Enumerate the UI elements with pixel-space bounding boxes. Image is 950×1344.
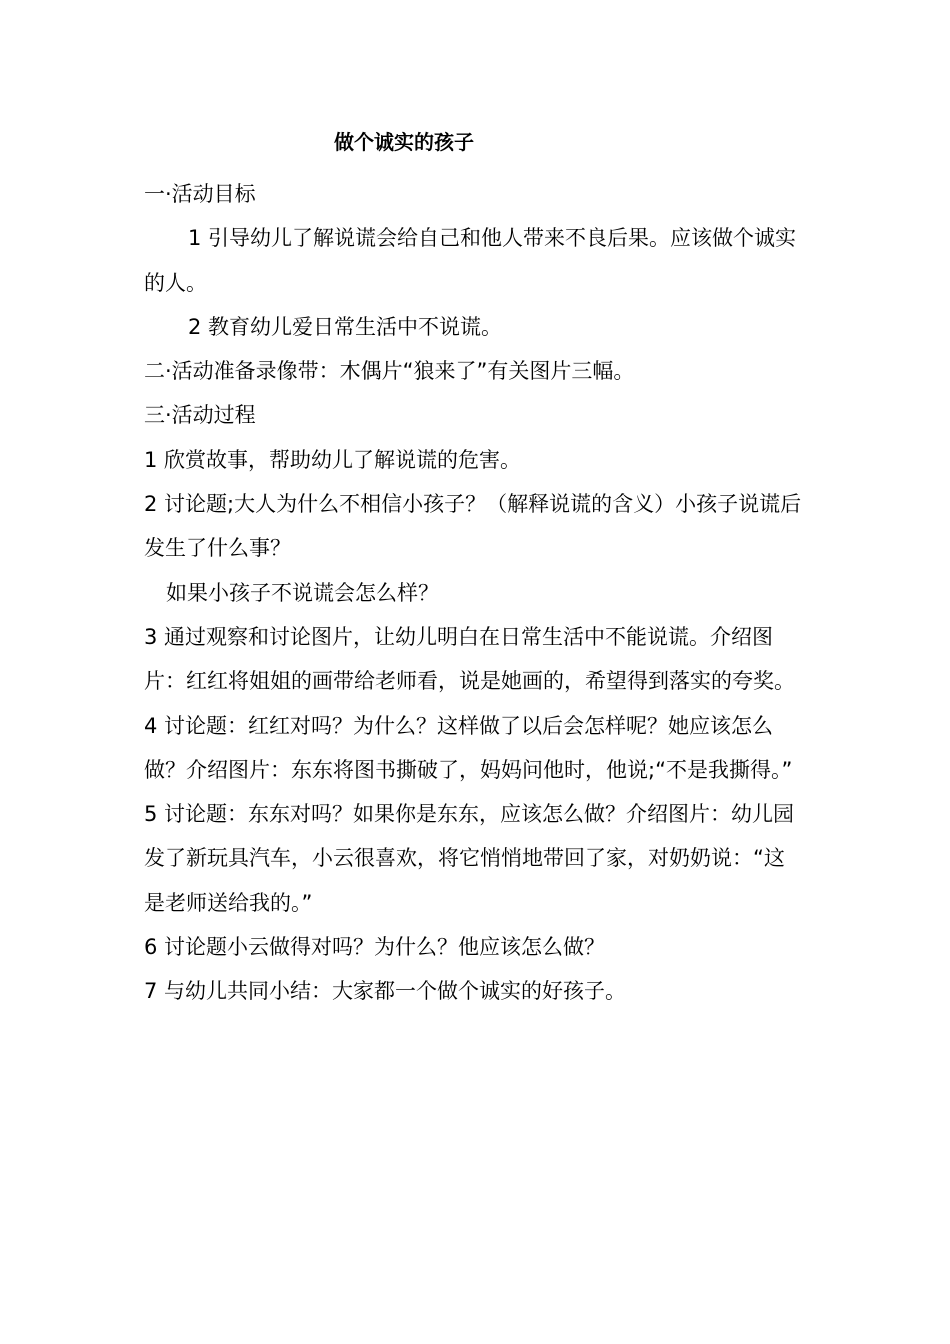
paragraph-preparation: 二·活动准备录像带：木偶片“狼来了”有关图片三幅。	[144, 359, 635, 384]
document-body	[144, 172, 804, 1014]
paragraph-process-heading: 三·活动过程	[144, 403, 256, 428]
paragraph-goal-2: 2 教育幼儿爱日常生活中不说谎。	[188, 314, 503, 339]
paragraph-step-1: 1 欣赏故事，帮助幼儿了解说谎的危害。	[144, 447, 522, 472]
paragraph-step-6: 6 讨论题小云做得对吗？为什么？他应该怎么做？	[144, 935, 606, 960]
paragraph-step-7: 7 与幼儿共同小结：大家都一个做个诚实的好孩子。	[144, 979, 627, 1004]
document-title: 做个诚实的孩子	[334, 130, 474, 154]
paragraph-step-3: 3 通过观察和讨论图片，让幼儿明白在日常生活中不能说谎。介绍图片：红红将姐姐的画带给老师看，说是她画的，希望得到落实的夸奖。	[144, 624, 795, 694]
paragraph-step-2: 2 讨论题;大人为什么不相信小孩子？（解释说谎的含义）小孩子说谎后发生了什么事？	[144, 492, 802, 561]
paragraph-step-2-question: 如果小孩子不说谎会怎么样？	[166, 580, 439, 605]
paragraph-goal-1: 1 引导幼儿了解说谎会给自己和他人带来不良后果。应该做个诚实的人。	[144, 226, 797, 295]
paragraph-step-5: 5 讨论题：东东对吗？如果你是东东，应该怎么做？介绍图片：幼儿园发了新玩具汽车，小云很喜欢，将它悄悄地带回了家，对奶奶说：“这是老师送给我的。”	[144, 802, 795, 915]
paragraph-step-4: 4 讨论题：红红对吗？为什么？这样做了以后会怎样呢？她应该怎么做？介绍图片：东东将图书撕破了，妈妈问他时，他说;“不是我撕得。”	[144, 713, 793, 782]
paragraph-goals-heading: 一·活动目标	[144, 182, 256, 206]
